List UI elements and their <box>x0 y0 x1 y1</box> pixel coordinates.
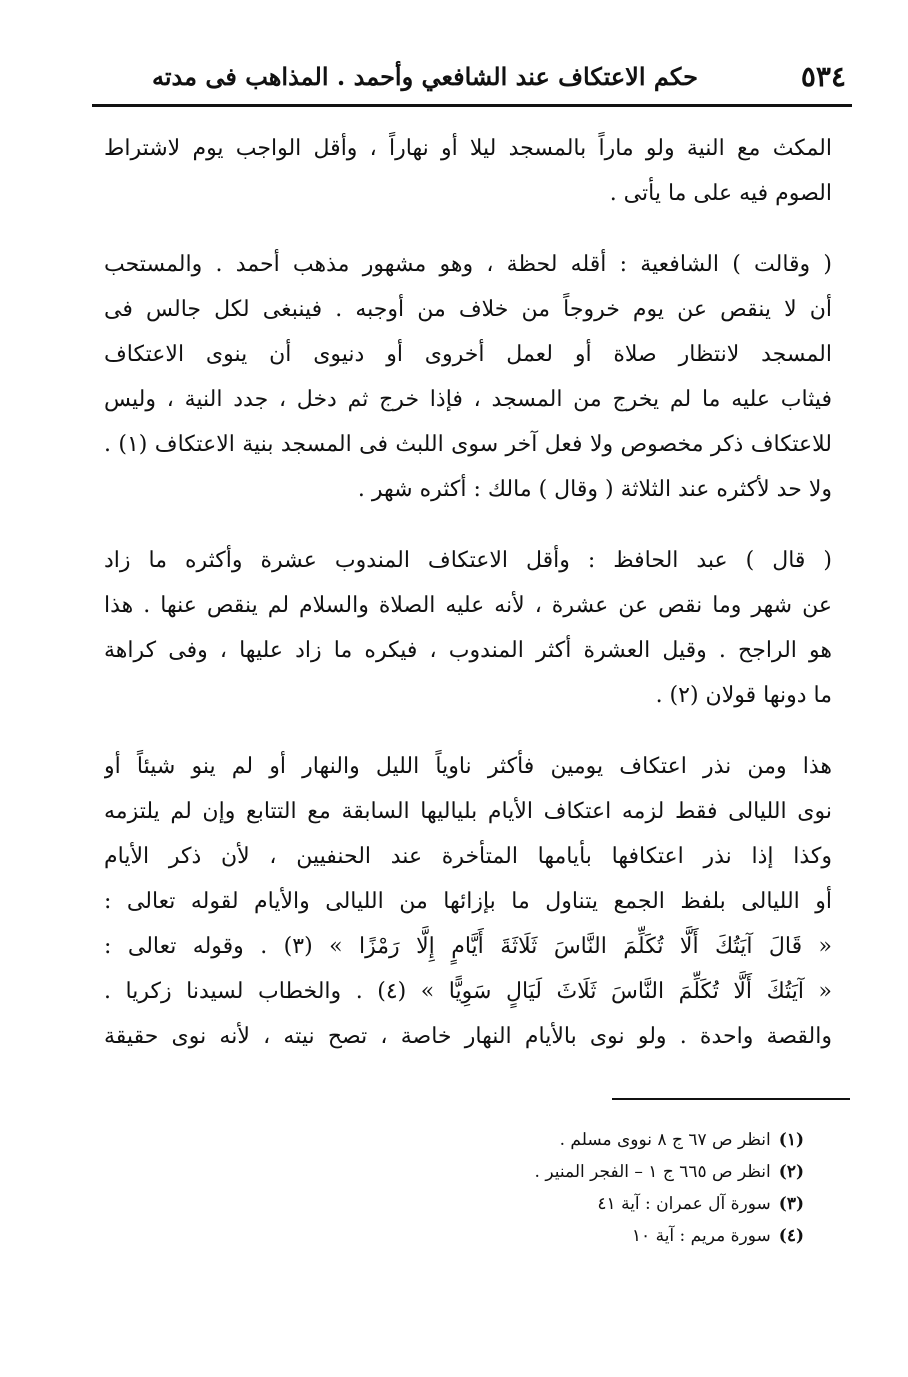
footnote-number: (٢) <box>778 1162 804 1182</box>
text-line: نوى الليالى فقط لزمه اعتكاف الأيام بلياليها السابقة مع التتابع وإن لم يلتزمه <box>104 799 832 824</box>
text-line: هو الراجح . وقيل العشرة أكثر المندوب ، فيكره ما زاد عليها ، وفى كراهة <box>104 638 832 663</box>
footnote-number: (٤) <box>778 1226 804 1246</box>
footnote-text: سورة آل عمران : آية ٤١ <box>597 1194 771 1214</box>
page-header <box>92 52 852 100</box>
text-line: فيثاب عليه ما لم يخرج من المسجد ، فإذا خرج ثم دخل ، جدد النية ، وليس <box>104 387 832 412</box>
footnote <box>384 1124 804 1156</box>
footnote <box>384 1156 804 1188</box>
text-line: ما دونها قولان (٢) . <box>655 683 832 708</box>
text-line: وكذا إذا نذر اعتكافها بأيامها المتأخرة عند الحنفيين ، لأن ذكر الأيام <box>104 844 832 869</box>
header-divider <box>92 104 852 107</box>
text-line: ( قال ) عبد الحافظ : وأقل الاعتكاف المندوب عشرة وأكثره ما زاد <box>104 548 832 573</box>
text-line: هذا ومن نذر اعتكاف يومين فأكثر ناوياً الليل والنهار أو لم ينو شيئاً أو <box>104 754 832 779</box>
text-line: المكث مع النية ولو ماراً بالمسجد ليلا أو نهاراً ، وأقل الواجب يوم لاشتراط <box>104 136 832 161</box>
running-title: حكم الاعتكاف عند الشافعي وأحمد . المذاهب فى مدته <box>152 61 698 91</box>
text-line: عن شهر وما نقص عن عشرة ، لأنه عليه الصلاة والسلام لم ينقص عنها . هذا <box>104 593 832 618</box>
footnote-divider <box>612 1098 850 1100</box>
text-line: للاعتكاف ذكر مخصوص ولا فعل آخر سوى اللبث فى المسجد بنية الاعتكاف (١) . <box>104 432 832 457</box>
text-line: الصوم فيه على ما يأتى . <box>609 181 832 206</box>
footnote <box>384 1188 804 1220</box>
paragraph-1 <box>104 126 832 216</box>
main-text <box>104 126 832 1085</box>
footnote-number: (٣) <box>778 1194 804 1214</box>
footnote-text: انظر ص ٦٧ ج ٨ نووى مسلم . <box>559 1130 771 1150</box>
text-line: ( وقالت ) الشافعية : أقله لحظة ، وهو مشهور مذهب أحمد . والمستحب <box>104 252 832 277</box>
footnotes <box>384 1124 804 1252</box>
page-number: ٥٣٤ <box>800 59 846 93</box>
paragraph-3 <box>104 538 832 718</box>
text-line: المسجد لانتظار صلاة أو لعمل أخروى أو دنيوى أن ينوى الاعتكاف <box>104 342 832 367</box>
footnote-number: (١) <box>778 1130 804 1150</box>
footnote <box>384 1220 804 1252</box>
quran-quote-line: « آيَتُكَ أَلَّا تُكَلِّمَ النَّاسَ ثَلَاثَ لَيَالٍ سَوِيًّا » (٤) . والخطاب لسيدنا زكريا . <box>104 979 832 1004</box>
paragraph-4 <box>104 744 832 1059</box>
text-line: أن لا ينقص عن يوم خروجاً من خلاف من أوجبه . فينبغى لكل جالس فى <box>104 297 832 322</box>
text-line: والقصة واحدة . ولو نوى بالأيام النهار خاصة ، تصح نيته ، لأنه نوى حقيقة <box>104 1024 832 1049</box>
text-line: أو الليالى بلفظ الجمع يتناول ما بإزائها من الليالى والأيام لقوله تعالى : <box>104 889 832 914</box>
text-line: ولا حد لأكثره عند الثلاثة ( وقال ) مالك : أكثره شهر . <box>357 477 832 502</box>
paragraph-2 <box>104 242 832 512</box>
quran-quote-line: « قَالَ آيَتُكَ أَلَّا تُكَلِّمَ النَّاسَ ثَلَاثَةَ أَيَّامٍ إِلَّا رَمْزًا » (٣) . وقوله تعالى : <box>104 934 832 959</box>
footnote-text: سورة مريم : آية ١٠ <box>631 1226 771 1246</box>
footnote-text: انظر ص ٦٦٥ ج ١ – الفجر المنير . <box>534 1162 771 1182</box>
